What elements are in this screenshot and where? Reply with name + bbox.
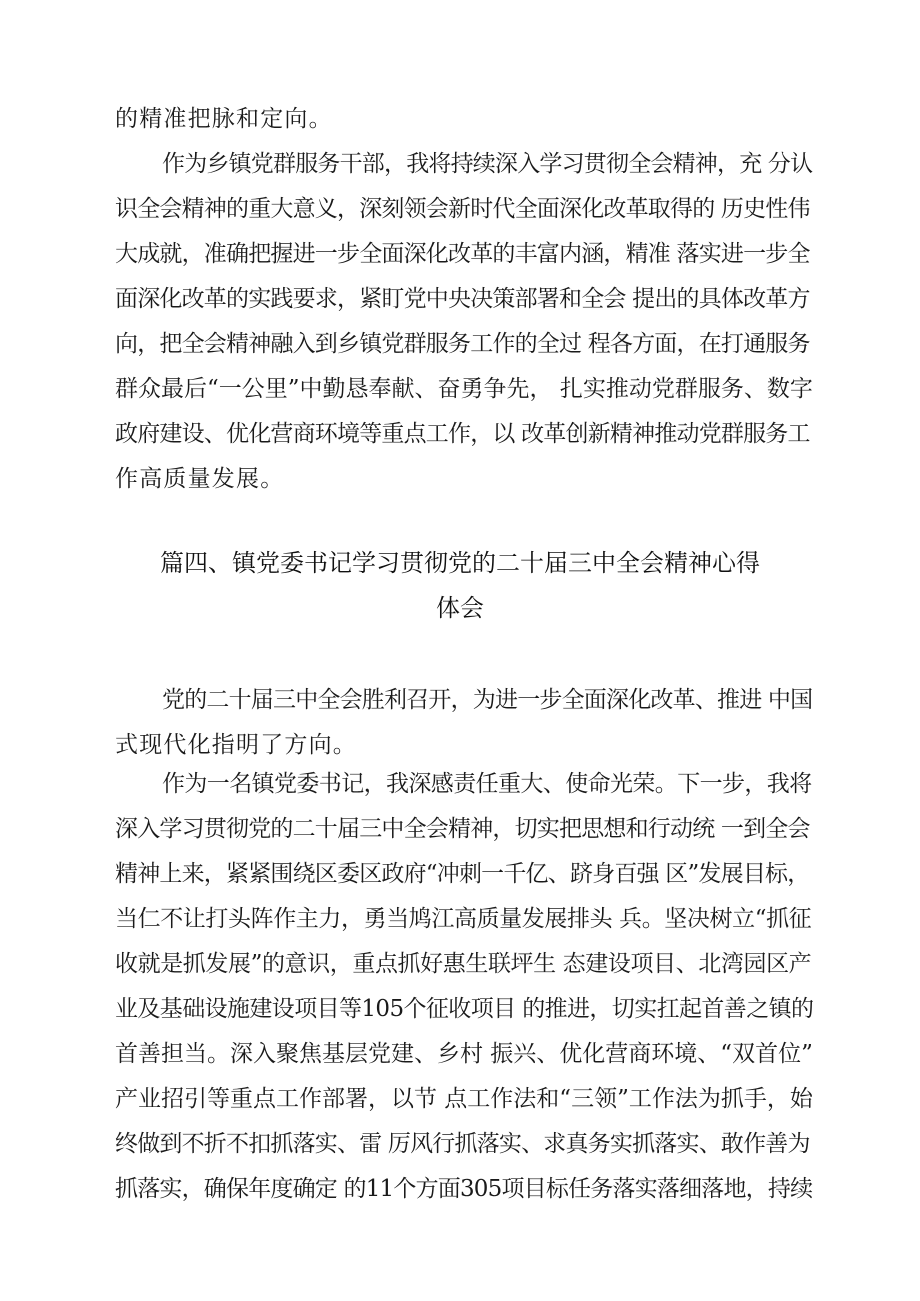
paragraph-line: 大成就，准确把握进一步全面深化改革的丰富内涵，精准 落实进一步全 [115,241,810,267]
section-heading: 篇四、镇党委书记学习贯彻党的二十届三中全会精神心得 [160,549,760,577]
paragraph-line: 作高质量发展。 [115,466,285,492]
paragraph-line: 群众最后“一公里”中勤恳奉献、奋勇争先， 扎实推动党群服务、数字 [115,376,813,402]
paragraph-line: 作为一名镇党委书记，我深感责任重大、使命光荣。下一步，我将 [162,771,812,797]
paragraph-line: 首善担当。深入聚焦基层党建、乡村 振兴、优化营商环境、“双首位” [115,1041,813,1067]
paragraph-line: 深入学习贯彻党的二十届三中全会精神，切实把思想和行动统 一到全会 [115,816,810,842]
paragraph-line: 产业招引等重点工作部署，以节 点工作法和“三领”工作法为抓手，始 [115,1086,813,1112]
paragraph-line: 当仁不让打头阵作主力，勇当鸠江高质量发展排头 兵。坚决树立“抓征 [115,906,812,932]
paragraph-line: 终做到不折不扣抓落实、雷 厉风行抓落实、求真务实抓落实、敢作善为 [115,1131,810,1157]
paragraph-line: 向，把全会精神融入到乡镇党群服务工作的全过 程各方面，在打通服务 [115,331,810,357]
paragraph-line: 政府建设、优化营商环境等重点工作，以 改革创新精神推动党群服务工 [115,421,810,447]
paragraph-line: 业及基础设施建设项目等105个征收项目 的推进，切实扛起首善之镇的 [115,996,814,1022]
paragraph-line: 的精准把脉和定向。 [115,106,333,132]
paragraph-line: 党的二十届三中全会胜利召开，为进一步全面深化改革、推进 中国 [162,687,813,713]
paragraph-line: 作为乡镇党群服务干部，我将持续深入学习贯彻全会精神，充 分认 [162,151,813,177]
paragraph-line: 收就是抓发展”的意识，重点抓好惠生联坪生 态建设项目、北湾园区产 [115,951,812,977]
paragraph-line: 精神上来，紧紧围绕区委区政府“冲刺一千亿、跻身百强 区”发展目标， [115,861,810,887]
paragraph-line: 抓落实，确保年度确定 的11个方面305项目标任务落实落细落地，持续 [115,1176,813,1202]
paragraph-line: 识全会精神的重大意义，深刻领会新时代全面深化改革取得的 历史性伟 [115,196,810,222]
paragraph-line: 面深化改革的实践要求，紧盯党中央决策部署和全会 提出的具体改革方 [115,286,810,312]
section-heading-continuation: 体会 [436,594,484,622]
paragraph-line: 式现代化指明了方向。 [115,732,357,758]
